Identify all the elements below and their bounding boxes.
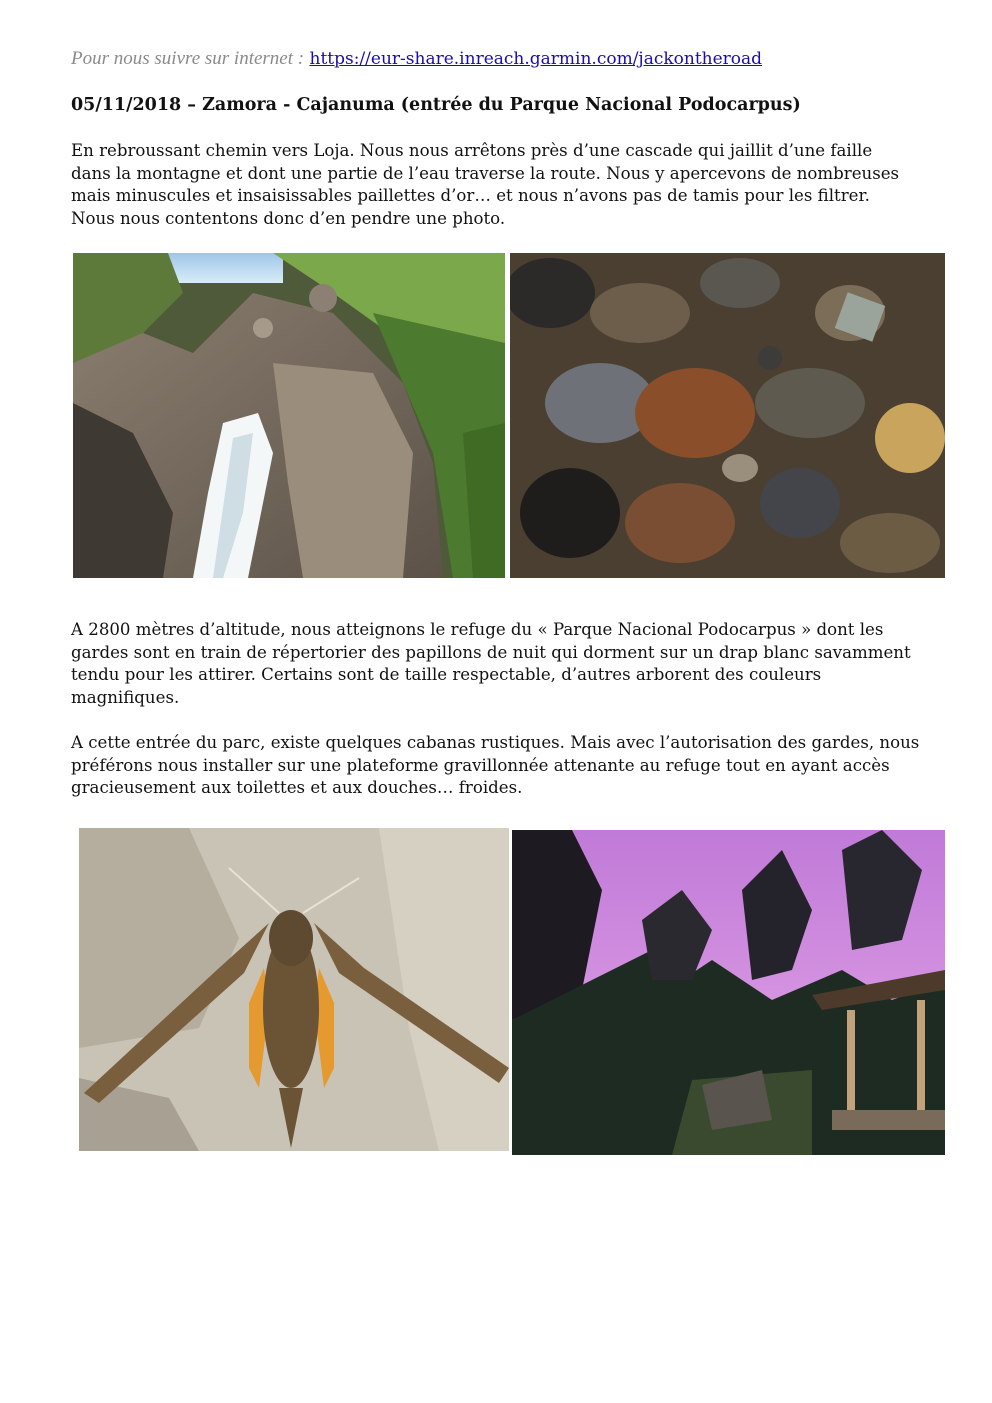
paragraph-line: En rebroussant chemin vers Loja. Nous nous arrêtons près d’une cascade qui jaillit d’une faille <box>71 141 873 160</box>
paragraph-line: A cette entrée du parc, existe quelques cabanas rustiques. Mais avec l’autorisation des gardes, nous <box>71 733 920 752</box>
stones-photo <box>510 253 945 578</box>
paragraph-line: gardes sont en train de répertorier des papillons de nuit qui dorment sur un drap blanc savamment <box>71 642 911 662</box>
paragraph-line: tendu pour les attirer. Certains sont de taille respectable, d’autres arborent des couleurs <box>71 665 822 685</box>
paragraph-line: A 2800 mètres d’altitude, nous atteignons le refuge du « Parque Nacional Podocarpus » dont les <box>71 620 884 639</box>
paragraph-line: gracieusement aux toilettes et aux douches… froides. <box>71 778 523 798</box>
day-heading: 05/11/2018 – Zamora - Cajanuma (entrée du Parque Nacional Podocarpus) <box>71 95 801 115</box>
paragraph-cabanas <box>71 732 951 800</box>
paragraph-line: mais minuscules et insaisissables paillettes d’or… et nous n’avons pas de tamis pour les filtrer. <box>71 186 870 206</box>
paragraph-line: dans la montagne et dont une partie de l’eau traverse la route. Nous y apercevons de nombreuses <box>71 163 900 183</box>
paragraph-line: Nous nous contentons donc d’en pendre une photo. <box>71 208 506 228</box>
moth-photo <box>79 828 509 1151</box>
waterfall-photo <box>73 253 505 578</box>
tracking-link[interactable]: https://eur-share.inreach.garmin.com/jackontheroad <box>309 49 763 69</box>
dusk-photo <box>512 830 945 1155</box>
follow-line <box>71 48 762 70</box>
paragraph-refuge <box>71 619 951 709</box>
paragraph-cascade <box>71 140 951 230</box>
paragraph-line: magnifiques. <box>71 687 180 707</box>
follow-label: Pour nous suivre sur internet : <box>71 48 305 69</box>
paragraph-line: préférons nous installer sur une plateforme gravillonnée attenante au refuge tout en ayant accès <box>71 755 890 775</box>
